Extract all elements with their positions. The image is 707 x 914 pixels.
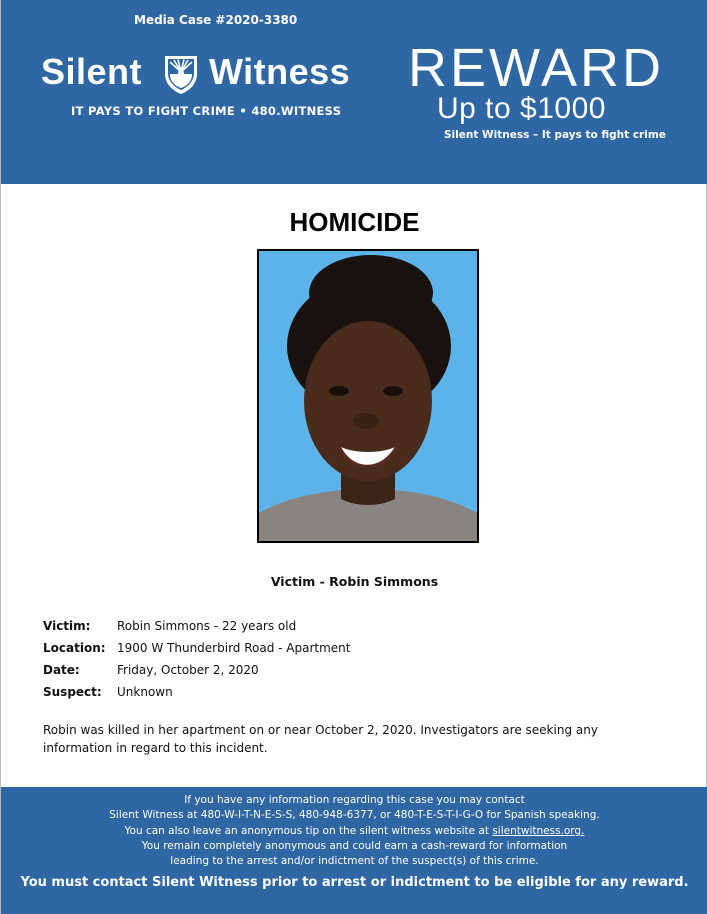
photo-caption: Victim - Robin Simmons [270, 574, 439, 589]
footer-line-4: You remain completely anonymous and could earn a cash-reward for information [141, 840, 568, 852]
header-band [1, 0, 707, 184]
detail-label: Date: [43, 663, 80, 677]
footer-line-1: If you have any information regarding this case you may contact [184, 794, 525, 806]
footer-band [1, 787, 707, 914]
detail-value: Friday, October 2, 2020 [117, 663, 259, 677]
logo-word-witness: Witness [209, 51, 351, 92]
victim-portrait-illustration [259, 251, 477, 541]
detail-label: Victim: [43, 619, 91, 633]
eligibility-notice: You must contact Silent Witness prior to arrest or indictment to be eligible for any reward. [20, 875, 689, 890]
footer-line-5: leading to the arrest and/or indictment of the suspect(s) of this crime. [170, 855, 539, 867]
reward-heading: REWARD [408, 38, 664, 98]
footer-line-2: Silent Witness at 480-W-I-T-N-E-S-S, 480-948-6377, or 480-T-E-S-T-I-G-O for Spanish speaking. [109, 809, 600, 821]
reward-amount: Up to $1000 [437, 92, 606, 125]
silent-witness-logo [41, 52, 371, 122]
case-narrative: Robin was killed in her apartment on or near October 2, 2020. Investigators are seeking any information in regard to this incident. [43, 723, 598, 755]
media-case-number: Media Case #2020-3380 [134, 13, 298, 27]
detail-value: 1900 W Thunderbird Road - Apartment [117, 641, 351, 655]
logo-tagline: IT PAYS TO FIGHT CRIME • 480.WITNESS [71, 104, 342, 118]
footer-line-3 [1, 825, 707, 837]
crime-type-heading: HOMICIDE [289, 207, 420, 237]
silentwitness-website-link[interactable]: silentwitness.org. [492, 825, 585, 837]
detail-value: Robin Simmons - 22 years old [117, 619, 297, 633]
footer-line-3-text: You can also leave an anonymous tip on the silent witness website at [124, 825, 493, 837]
logo-word-silent: Silent [41, 51, 143, 92]
detail-value: Unknown [117, 685, 173, 699]
detail-label: Location: [43, 641, 106, 655]
reward-subtitle: Silent Witness – It pays to fight crime [444, 129, 666, 141]
detail-label: Suspect: [43, 685, 102, 699]
victim-photo [257, 249, 479, 543]
arizona-shield-icon [161, 52, 201, 96]
